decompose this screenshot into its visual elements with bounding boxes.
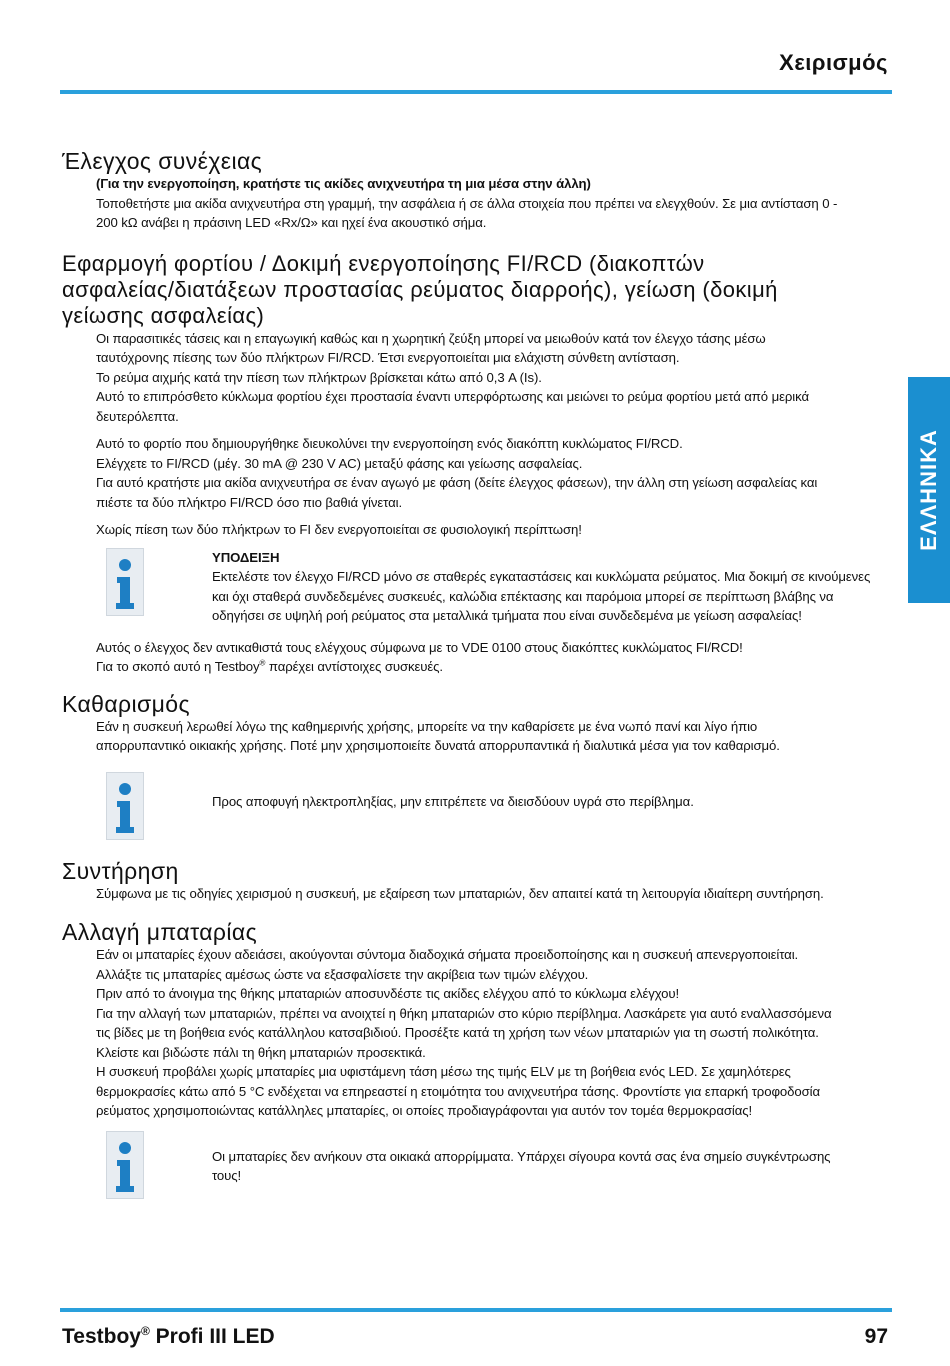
battery-line: Πριν από το άνοιγμα της θήκης μπαταριών αποσυνδέστε τις ακίδες ελέγχου από το κύκλωμα ελέγχου! (96, 986, 680, 1001)
cleaning-note (106, 772, 892, 840)
info-icon (106, 548, 144, 616)
battery-line: θερμοκρασίες κάτω από 5 °C ενδέχεται να επηρεαστεί η ετοιμότητα του ανιχνευτήρα τάσης. Φροντίστε για επαρκή τροφοδοσία (96, 1083, 820, 1099)
load-heading-line: γείωσης ασφαλείας) (62, 302, 265, 328)
maintenance-line: Σύμφωνα με τις οδηγίες χειρισμού η συσκευή, με εξαίρεση των μπαταριών, δεν απαιτεί κατά τη λειτουργία ιδιαίτερη συντήρηση. (96, 885, 824, 901)
continuity-heading: Έλεγχος συνέχειας (62, 148, 263, 174)
maintenance-body (96, 884, 892, 904)
fi-rcd-hint-text (212, 548, 870, 626)
page-content (62, 148, 892, 1199)
continuity-line: Τοποθετήστε μια ακίδα ανιχνευτήρα στη γραμμή, την ασφάλεια ή σε άλλα στοιχεία που πρέπει να ελεγχθούν. Σε μια αντίσταση 0 - (96, 195, 838, 211)
battery-note-text (212, 1147, 830, 1186)
fi-rcd-hint (106, 548, 892, 626)
battery-note-line: τους! (212, 1168, 242, 1183)
load-line: Χωρίς πίεση των δύο πλήκτρων το FI δεν ενεργοποιείται σε φυσιολογική περίπτωση! (96, 522, 582, 537)
battery-line: Η συσκευή προβάλει χωρίς μπαταρίες μια υφιστάμενη τάση μέσω της τιμής ELV με τη βοήθεια ενός LED. Σε χαμηλότερες (96, 1064, 791, 1079)
load-heading-line: ασφαλείας/διατάξεων προστασίας ρεύματος διαρροής), γείωση (δοκιμή (62, 276, 778, 302)
load-line: Οι παρασιτικές τάσεις και η επαγωγική καθώς και η χωρητική ζεύξη μπορεί να μειωθούν κατά τον έλεγχο τάσης μέσω (96, 330, 766, 346)
load-line: Αυτό το επιπρόσθετο κύκλωμα φορτίου έχει προστασία έναντι υπερφόρτωσης και μειώνει το ρεύμα φορτίου μετά από μερικά (96, 389, 809, 404)
battery-line: τις βίδες με τη βοήθεια ενός κατάλληλου κατσαβιδιού. Προσέξτε κατά τη χρήση των νέων μπαταριών για τη σωστή πολικότητα. (96, 1025, 819, 1040)
battery-body (96, 945, 892, 1121)
info-icon (106, 1131, 144, 1199)
header-title: Χειρισμός (779, 50, 888, 75)
maintenance-heading: Συντήρηση (62, 857, 179, 884)
battery-line: Εάν οι μπαταρίες έχουν αδειάσει, ακούγονται σύντομα διαδοχικά σήματα προειδοποίησης και η συσκευή απενεργοποιείται. (96, 947, 799, 962)
hint-line: οδηγήσει σε υψηλή ροή ρεύματος στα μεταλλικά τμήματα που είναι συνδεδεμένα με γείωση ασφαλείας! (212, 608, 802, 623)
load-after-line: Για το σκοπό αυτό η Testboy® παρέχει αντίστοιχες συσκευές. (96, 658, 443, 674)
cleaning-line: απορρυπαντικό οικιακής χρήσης. Ποτέ μην χρησιμοποιείτε δυνατά απορρυπαντικά ή διαλυτικά μέσα για τον καθαρισμό. (96, 738, 780, 753)
battery-line: ρεύματος χρησιμοποιώντας κατάλληλες μπαταρίες, οι οποίες προδιαγράφονται για αυτόν τον τομέα θερμοκρασίας! (96, 1103, 753, 1118)
load-heading-line: Εφαρμογή φορτίου / Δοκιμή ενεργοποίησης FI/RCD (διακοπτών (62, 250, 705, 276)
load-body (96, 329, 892, 540)
load-line: δευτερόλεπτα. (96, 408, 179, 424)
cleaning-line: Εάν η συσκευή λερωθεί λόγω της καθημερινής χρήσης, μπορείτε να την καθαρίσετε με ένα νωπό πανί και λίγο ήπιο (96, 718, 758, 734)
battery-line: Αλλάξτε τις μπαταρίες αμέσως ώστε να εξασφαλίσετε την ακρίβεια των τιμών ελέγχου. (96, 966, 589, 982)
battery-line: Για την αλλαγή των μπαταριών, πρέπει να ανοιχτεί η θήκη μπαταριών στο κύριο περίβλημα. Λασκάρετε για αυτό εναλλασσόμενα (96, 1005, 832, 1021)
load-line: ταυτόχρονης πίεσης των δύο πλήκτρων FI/RCD. Έτσι ενεργοποιείται μια ελάχιστη σύνθετη αντίσταση. (96, 350, 680, 365)
hint-line: Εκτελέστε τον έλεγχο FI/RCD μόνο σε σταθερές εγκαταστάσεις και κυκλώματα ρεύματος. Μια δοκιμή σε κινούμενες (212, 569, 871, 584)
load-after-line: Αυτός ο έλεγχος δεν αντικαθιστά τους ελέγχους σύμφωνα με το VDE 0100 στους διακόπτες κυκλώματος FI/RCD! (96, 639, 743, 655)
load-line: Για αυτό κρατήστε μια ακίδα ανιχνευτήρα σε έναν αγωγό με φάση (δείτε έλεγχος φάσεων), την άλλη στη γείωση ασφαλείας και (96, 475, 818, 490)
hint-title: ΥΠΟΔΕΙΞΗ (212, 549, 280, 565)
cleaning-body (96, 717, 892, 756)
continuity-subheading: (Για την ενεργοποίηση, κρατήστε τις ακίδες ανιχνευτήρα τη μια μέσα στην άλλη) (96, 176, 591, 191)
footer-product: Testboy® Profi III LED (62, 1324, 275, 1348)
language-tab-label: ΕΛΛΗΝΙΚΑ (916, 429, 941, 551)
footer-rule (60, 1308, 892, 1312)
continuity-line: 200 kΩ ανάβει η πράσινη LED «Rx/Ω» και ηχεί ένα ακουστικό σήμα. (96, 215, 487, 230)
battery-heading: Αλλαγή μπαταρίας (62, 919, 258, 945)
language-tab (908, 377, 950, 603)
page-number: 97 (864, 1325, 888, 1348)
header-rule (60, 90, 892, 94)
info-icon (106, 772, 144, 840)
load-line: πιέστε τα δύο πλήκτρο FI/RCD όσο πιο βαθιά γίνεται. (96, 494, 403, 510)
battery-note (106, 1131, 892, 1199)
battery-line: Κλείστε και βιδώστε πάλι τη θήκη μπαταριών προσεκτικά. (96, 1044, 426, 1060)
continuity-body (96, 174, 892, 233)
load-line: Το ρεύμα αιχμής κατά την πίεση των πλήκτρων βρίσκεται κάτω από 0,3 A (Is). (96, 369, 542, 385)
hint-line: και όχι σταθερά συνδεδεμένες συσκευές, καλώδια επέκτασης και παρόμοια μπορεί σε περίπτωση βλάβης να (212, 588, 834, 604)
load-line: Ελέγχετε το FI/RCD (μέγ. 30 mA @ 230 V AC) μεταξύ φάσης και γείωσης ασφαλείας. (96, 455, 583, 471)
load-after-note (96, 638, 892, 677)
battery-note-line: Οι μπαταρίες δεν ανήκουν στα οικιακά απορρίμματα. Υπάρχει σίγουρα κοντά σας ένα σημείο συγκέντρωσης (212, 1148, 831, 1164)
cleaning-heading: Καθαρισμός (62, 690, 190, 717)
cleaning-note-text: Προς αποφυγή ηλεκτροπληξίας, μην επιτρέπετε να διεισδύουν υγρά στο περίβλημα. (212, 793, 694, 809)
load-line: Αυτό το φορτίο που δημιουργήθηκε διευκολύνει την ενεργοποίηση ενός διακόπτη κυκλώματος FI/RCD. (96, 436, 683, 451)
